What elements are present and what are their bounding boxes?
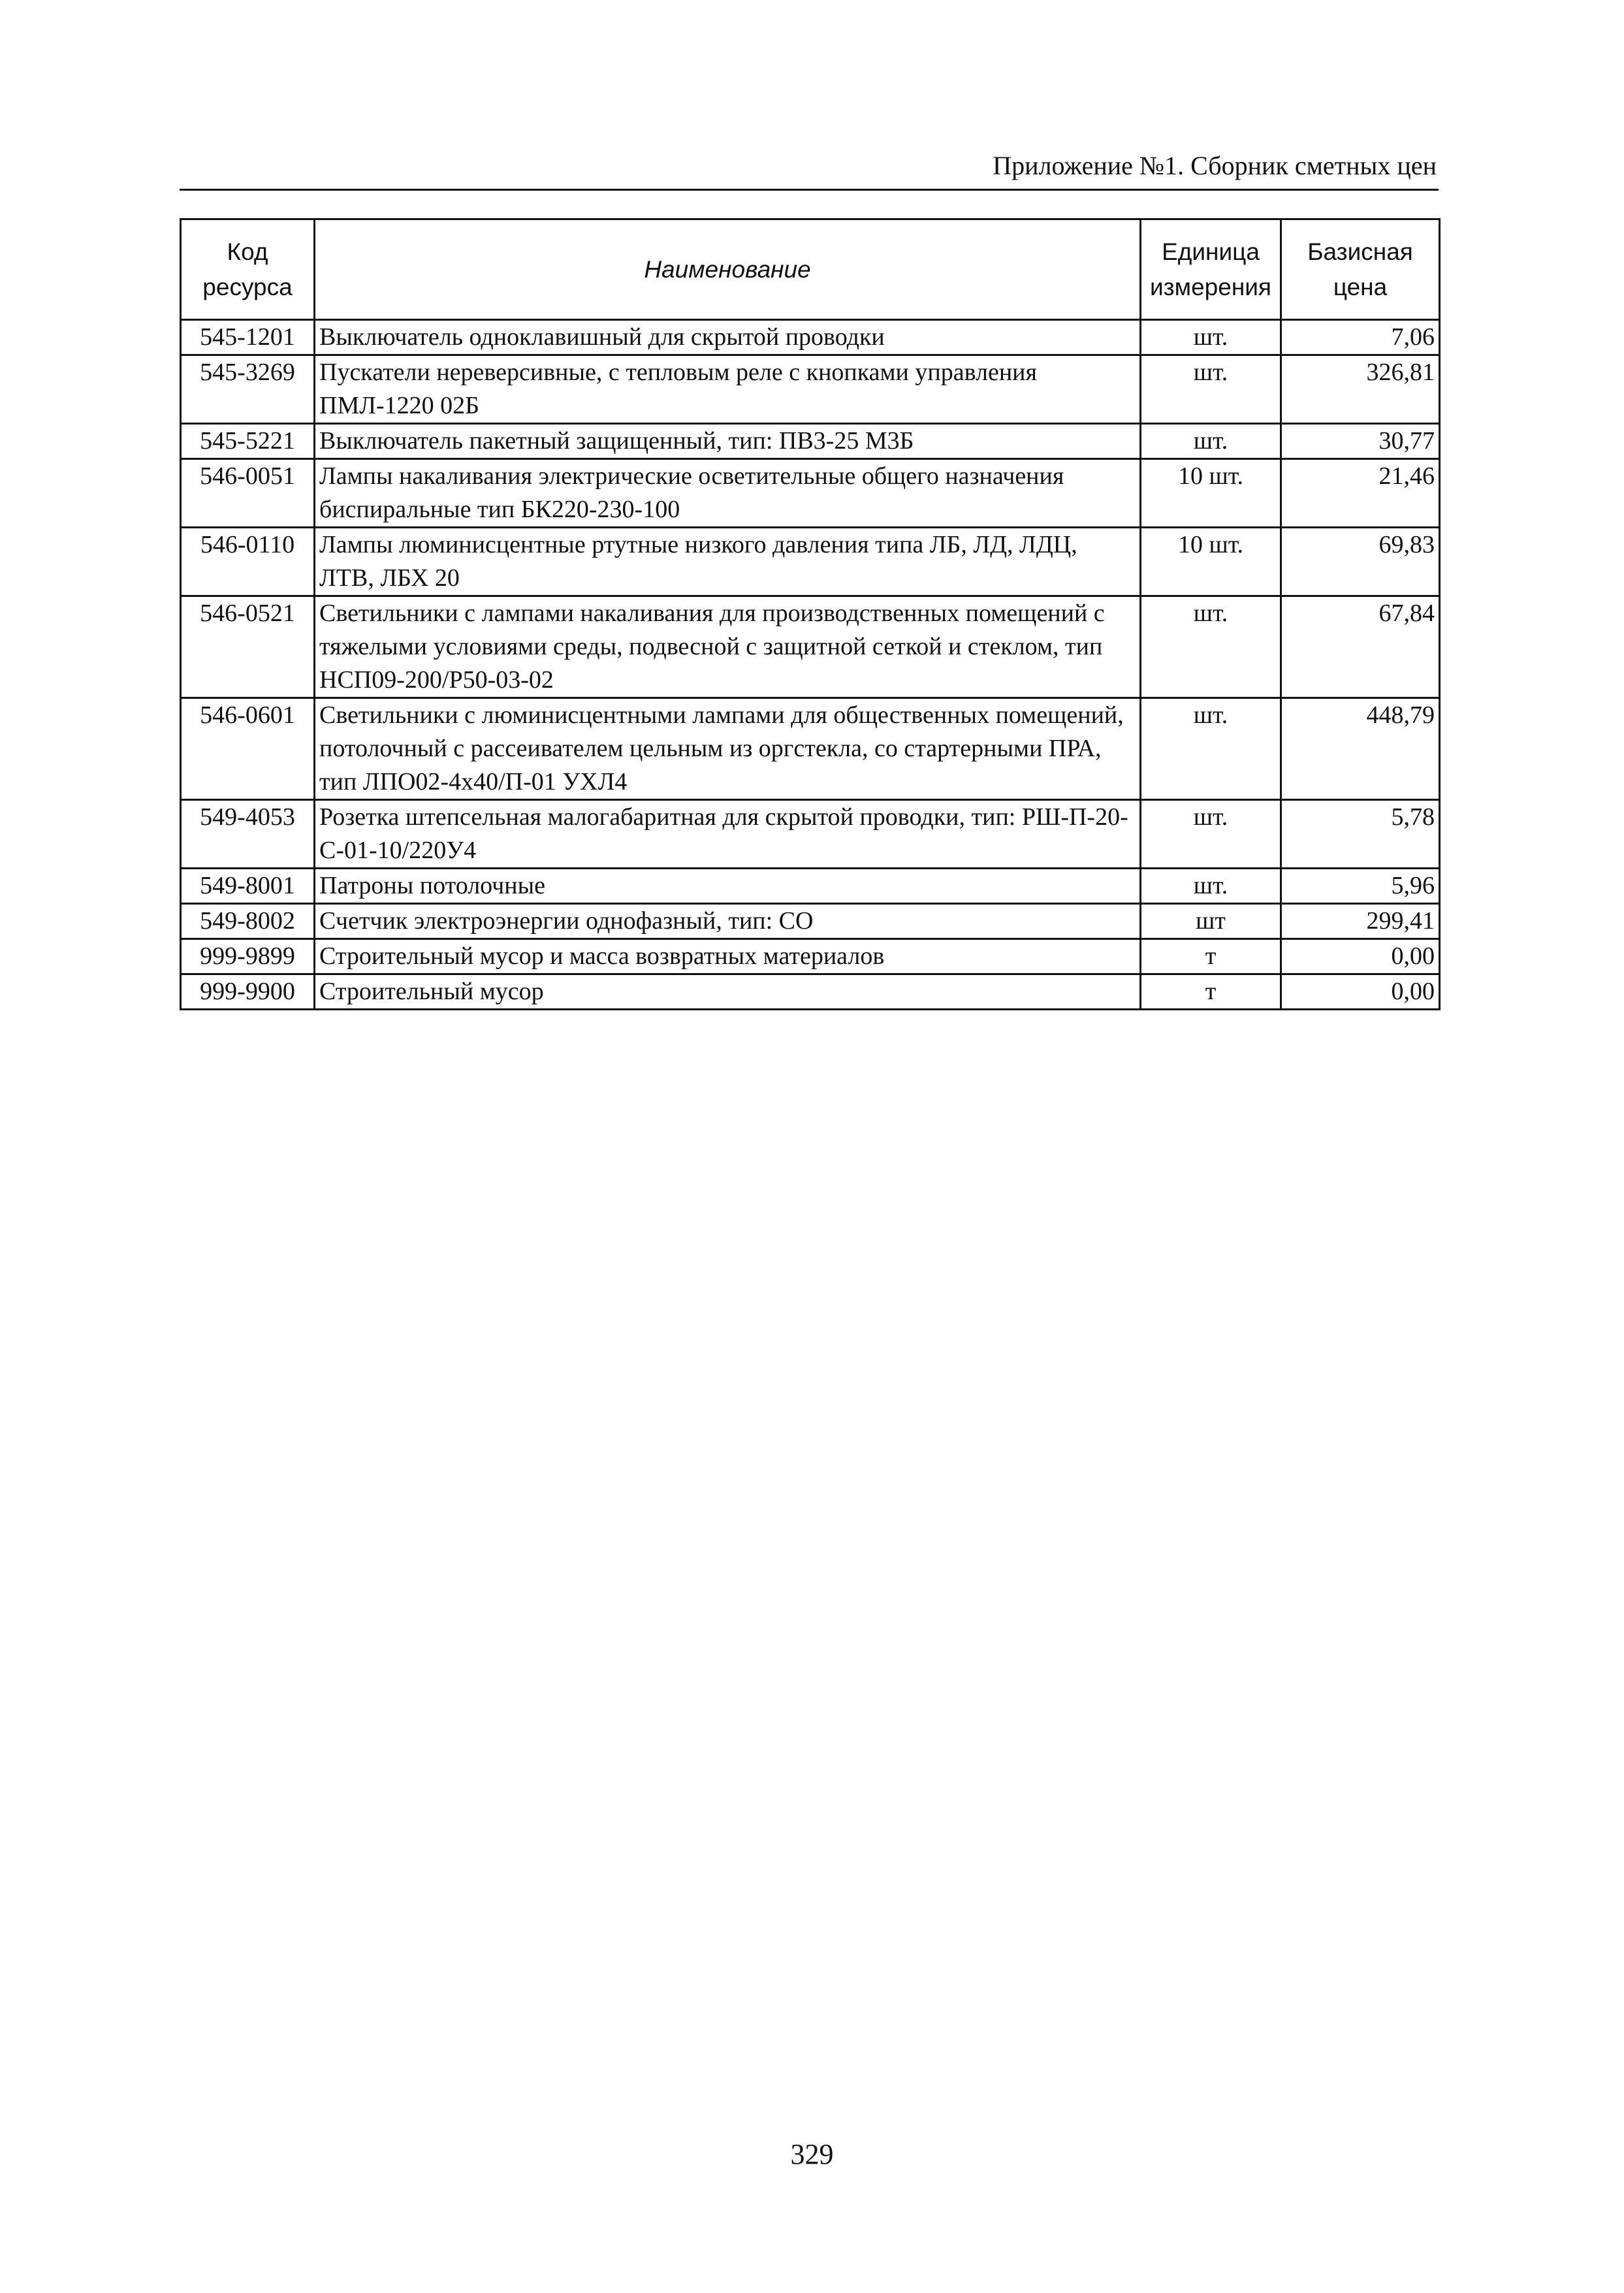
price-table bbox=[180, 218, 1441, 1010]
cell-unit: шт. bbox=[1141, 355, 1281, 424]
table-row bbox=[181, 800, 1440, 869]
cell-price: 448,79 bbox=[1281, 698, 1440, 800]
cell-name: Пускатели нереверсивные, с тепловым реле с кнопками управления ПМЛ-1220 02Б bbox=[315, 355, 1141, 424]
table-row bbox=[181, 459, 1440, 528]
cell-name: Лампы люминисцентные ртутные низкого давления типа ЛБ, ЛД, ЛДЦ, ЛТВ, ЛБХ 20 bbox=[315, 528, 1141, 596]
cell-code: 999-9899 bbox=[181, 939, 315, 974]
cell-code: 546-0110 bbox=[181, 528, 315, 596]
cell-unit: 10 шт. bbox=[1141, 528, 1281, 596]
cell-price: 0,00 bbox=[1281, 939, 1440, 974]
cell-code: 549-8002 bbox=[181, 904, 315, 939]
cell-unit: шт. bbox=[1141, 698, 1281, 800]
column-header-name: Наименование bbox=[315, 219, 1141, 320]
table-row bbox=[181, 320, 1440, 355]
cell-price: 5,78 bbox=[1281, 800, 1440, 869]
page-header-title: Приложение №1. Сборник сметных цен bbox=[993, 151, 1437, 180]
column-header-code: Код ресурса bbox=[181, 219, 315, 320]
cell-unit: шт. bbox=[1141, 424, 1281, 459]
cell-unit: шт. bbox=[1141, 596, 1281, 698]
table-row bbox=[181, 596, 1440, 698]
cell-unit: шт bbox=[1141, 904, 1281, 939]
cell-code: 545-3269 bbox=[181, 355, 315, 424]
cell-price: 326,81 bbox=[1281, 355, 1440, 424]
cell-code: 549-4053 bbox=[181, 800, 315, 869]
table-row bbox=[181, 424, 1440, 459]
cell-name: Розетка штепсельная малогабаритная для скрытой проводки, тип: РШ-П-20-С-01-10/220У4 bbox=[315, 800, 1141, 869]
table-row bbox=[181, 528, 1440, 596]
cell-price: 21,46 bbox=[1281, 459, 1440, 528]
cell-name: Строительный мусор bbox=[315, 974, 1141, 1010]
cell-unit: шт. bbox=[1141, 869, 1281, 904]
cell-price: 0,00 bbox=[1281, 974, 1440, 1010]
column-header-unit: Единица измерения bbox=[1141, 219, 1281, 320]
cell-price: 299,41 bbox=[1281, 904, 1440, 939]
cell-unit: 10 шт. bbox=[1141, 459, 1281, 528]
cell-name: Выключатель пакетный защищенный, тип: ПВ3-25 М3Б bbox=[315, 424, 1141, 459]
cell-unit: шт. bbox=[1141, 320, 1281, 355]
cell-code: 999-9900 bbox=[181, 974, 315, 1010]
cell-name: Светильники с лампами накаливания для производственных помещений с тяжелыми условиями среды, подвесной с защитной сеткой и стеклом, тип НСП09-200/Р50-03-02 bbox=[315, 596, 1141, 698]
cell-name: Светильники с люминисцентными лампами для общественных помещений, потолочный с рассеивателем цельным из оргстекла, со стартерными ПРА, тип ЛПО02-4х40/П-01 УХЛ4 bbox=[315, 698, 1141, 800]
cell-price: 30,77 bbox=[1281, 424, 1440, 459]
cell-name: Патроны потолочные bbox=[315, 869, 1141, 904]
table-row bbox=[181, 355, 1440, 424]
table-header-row bbox=[181, 219, 1440, 320]
cell-name: Строительный мусор и масса возвратных материалов bbox=[315, 939, 1141, 974]
table-row bbox=[181, 904, 1440, 939]
cell-code: 549-8001 bbox=[181, 869, 315, 904]
cell-code: 545-5221 bbox=[181, 424, 315, 459]
table-row bbox=[181, 698, 1440, 800]
table-row bbox=[181, 869, 1440, 904]
page-number: 329 bbox=[790, 2138, 834, 2170]
cell-code: 546-0601 bbox=[181, 698, 315, 800]
cell-price: 67,84 bbox=[1281, 596, 1440, 698]
cell-name: Выключатель одноклавишный для скрытой проводки bbox=[315, 320, 1141, 355]
cell-unit: т bbox=[1141, 939, 1281, 974]
cell-price: 7,06 bbox=[1281, 320, 1440, 355]
cell-unit: т bbox=[1141, 974, 1281, 1010]
cell-name: Счетчик электроэнергии однофазный, тип: СО bbox=[315, 904, 1141, 939]
cell-unit: шт. bbox=[1141, 800, 1281, 869]
cell-code: 545-1201 bbox=[181, 320, 315, 355]
table-row bbox=[181, 939, 1440, 974]
table-row bbox=[181, 974, 1440, 1010]
cell-name: Лампы накаливания электрические осветительные общего назначения биспиральные тип БК220-230-100 bbox=[315, 459, 1141, 528]
cell-code: 546-0521 bbox=[181, 596, 315, 698]
cell-code: 546-0051 bbox=[181, 459, 315, 528]
column-header-price: Базисная цена bbox=[1281, 219, 1440, 320]
header-divider bbox=[180, 189, 1439, 191]
cell-price: 5,96 bbox=[1281, 869, 1440, 904]
cell-price: 69,83 bbox=[1281, 528, 1440, 596]
